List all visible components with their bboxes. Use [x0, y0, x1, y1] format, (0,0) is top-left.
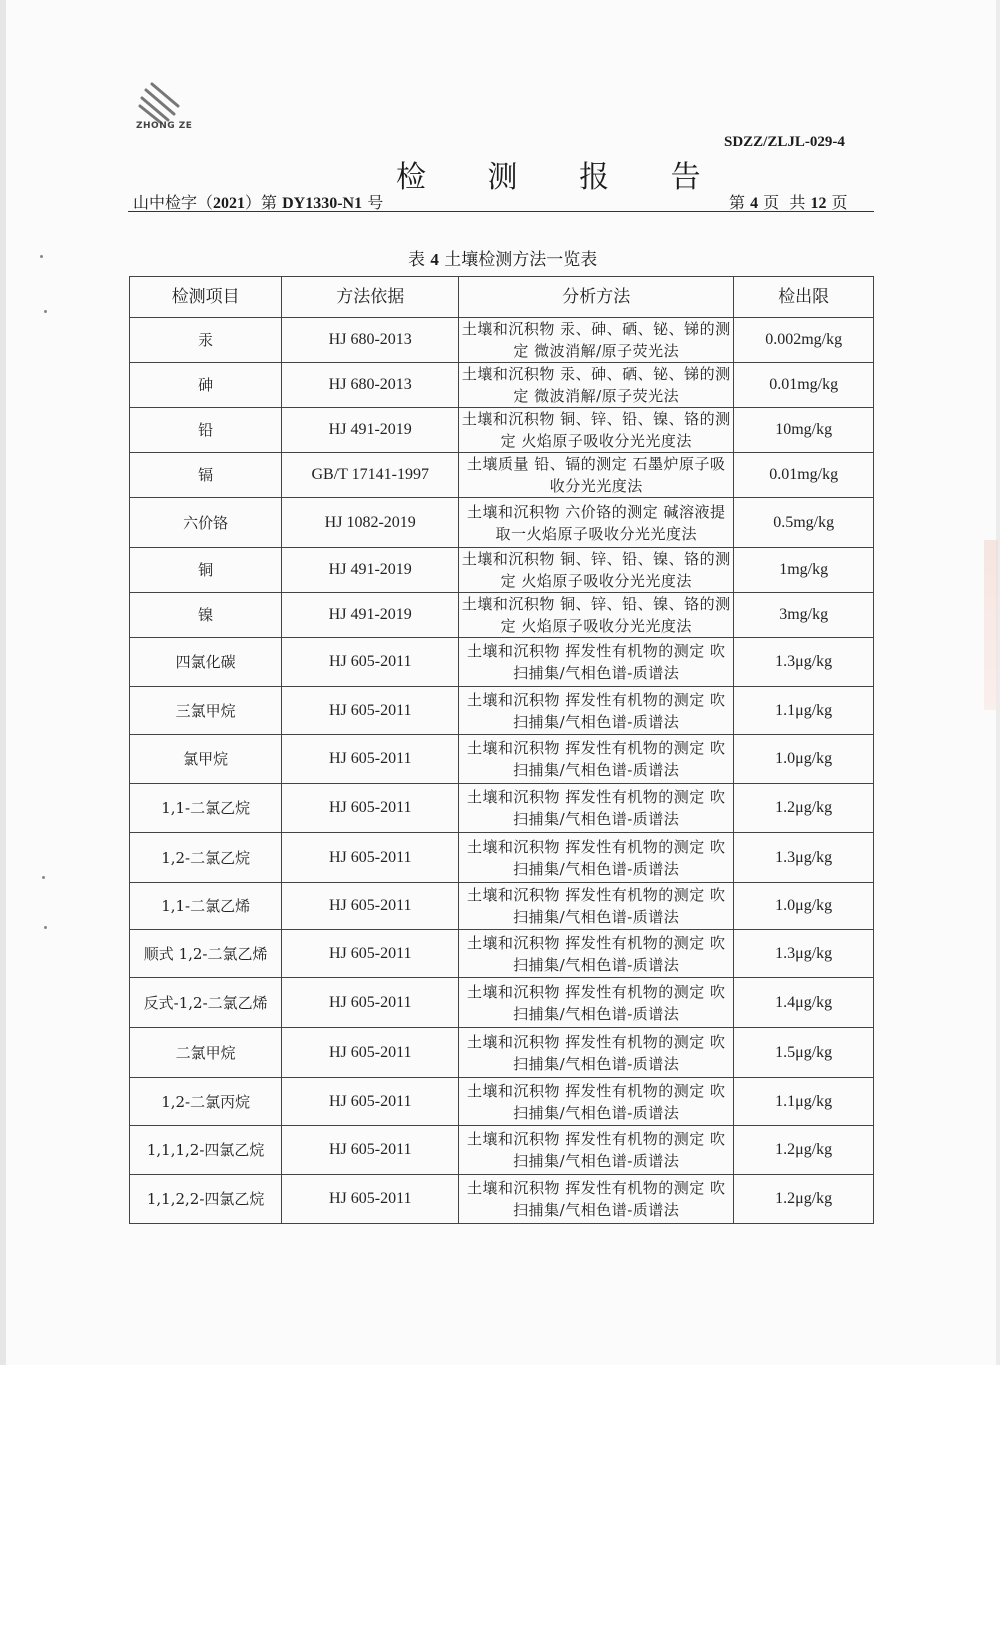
- table-header-row: [130, 277, 874, 318]
- cell-method: 土壤和沉积物 铜、锌、铅、镍、铬的测定 火焰原子吸收分光光度法: [459, 593, 734, 638]
- cell-item: 1,1-二氯乙烯: [130, 883, 282, 930]
- cell-standard: HJ 605-2011: [282, 1028, 459, 1078]
- table-row: [130, 548, 874, 593]
- column-header-standard: 方法依据: [282, 277, 459, 318]
- cell-item: 二氯甲烷: [130, 1028, 282, 1078]
- cell-standard: HJ 605-2011: [282, 1126, 459, 1175]
- report-number: [133, 190, 383, 213]
- cell-limit: 1.3μg/kg: [734, 930, 874, 978]
- page-suffix: 页: [826, 193, 848, 212]
- cell-standard: HJ 1082-2019: [282, 498, 459, 548]
- table-row: [130, 318, 874, 363]
- methods-table: [129, 276, 874, 1224]
- table-row: [130, 978, 874, 1028]
- cell-limit: 1.1μg/kg: [734, 1078, 874, 1126]
- page-prefix: 第: [729, 193, 751, 212]
- cell-standard: HJ 491-2019: [282, 593, 459, 638]
- cell-item: 铜: [130, 548, 282, 593]
- cell-standard: GB/T 17141-1997: [282, 453, 459, 498]
- cell-standard: HJ 605-2011: [282, 1175, 459, 1224]
- cell-standard: HJ 491-2019: [282, 408, 459, 453]
- cell-standard: HJ 605-2011: [282, 735, 459, 784]
- table-row: [130, 883, 874, 930]
- report-no-mid: ）第: [245, 193, 283, 212]
- report-no-code: DY1330-N1: [282, 195, 363, 212]
- cell-method: 土壤和沉积物 挥发性有机物的测定 吹扫捕集/气相色谱-质谱法: [459, 1175, 734, 1224]
- cell-method: 土壤和沉积物 挥发性有机物的测定 吹扫捕集/气相色谱-质谱法: [459, 784, 734, 833]
- scan-speck: [44, 310, 47, 313]
- table-row: [130, 1028, 874, 1078]
- cell-standard: HJ 605-2011: [282, 784, 459, 833]
- cell-method: 土壤和沉积物 挥发性有机物的测定 吹扫捕集/气相色谱-质谱法: [459, 833, 734, 883]
- cell-item: 1,1,2,2-四氯乙烷: [130, 1175, 282, 1224]
- cell-item: 1,2-二氯乙烷: [130, 833, 282, 883]
- cell-limit: 1.3μg/kg: [734, 638, 874, 687]
- report-title: 检 测 报 告: [396, 160, 727, 195]
- cell-method: 土壤和沉积物 挥发性有机物的测定 吹扫捕集/气相色谱-质谱法: [459, 687, 734, 735]
- page-info: [729, 190, 848, 213]
- table-row: [130, 1078, 874, 1126]
- cell-standard: HJ 491-2019: [282, 548, 459, 593]
- table-row: [130, 1126, 874, 1175]
- table-row: [130, 498, 874, 548]
- cell-method: 土壤和沉积物 挥发性有机物的测定 吹扫捕集/气相色谱-质谱法: [459, 930, 734, 978]
- seal-stamp-fragment: [984, 540, 998, 710]
- caption-number: 4: [430, 250, 439, 269]
- cell-standard: HJ 680-2013: [282, 318, 459, 363]
- table-row: [130, 735, 874, 784]
- cell-limit: 1.1μg/kg: [734, 687, 874, 735]
- table-body: [130, 318, 874, 1224]
- table-row: [130, 1175, 874, 1224]
- cell-standard: HJ 605-2011: [282, 883, 459, 930]
- caption-text: 土壤检测方法一览表: [438, 250, 598, 270]
- page-total: 12: [810, 195, 827, 212]
- cell-limit: 1.2μg/kg: [734, 1175, 874, 1224]
- table-caption: [408, 245, 597, 270]
- cell-method: 土壤和沉积物 挥发性有机物的测定 吹扫捕集/气相色谱-质谱法: [459, 1126, 734, 1175]
- report-no-suffix: 号: [362, 193, 384, 212]
- cell-method: 土壤和沉积物 挥发性有机物的测定 吹扫捕集/气相色谱-质谱法: [459, 1078, 734, 1126]
- cell-item: 1,1,1,2-四氯乙烷: [130, 1126, 282, 1175]
- cell-method: 土壤和沉积物 挥发性有机物的测定 吹扫捕集/气相色谱-质谱法: [459, 978, 734, 1028]
- cell-method: 土壤和沉积物 汞、砷、硒、铋、锑的测定 微波消解/原子荧光法: [459, 318, 734, 363]
- logo-text: ZHONG ZE: [136, 121, 193, 131]
- cell-item: 四氯化碳: [130, 638, 282, 687]
- table-row: [130, 638, 874, 687]
- table-row: [130, 593, 874, 638]
- report-year: 2021: [213, 195, 246, 212]
- cell-limit: 10mg/kg: [734, 408, 874, 453]
- document-code: SDZZ/ZLJL-029-4: [724, 134, 845, 150]
- cell-limit: 1.3μg/kg: [734, 833, 874, 883]
- page-mid: 页 共: [758, 193, 811, 212]
- cell-limit: 1.0μg/kg: [734, 735, 874, 784]
- cell-limit: 0.002mg/kg: [734, 318, 874, 363]
- cell-limit: 3mg/kg: [734, 593, 874, 638]
- cell-item: 镍: [130, 593, 282, 638]
- table-row: [130, 930, 874, 978]
- cell-standard: HJ 605-2011: [282, 1078, 459, 1126]
- cell-method: 土壤和沉积物 挥发性有机物的测定 吹扫捕集/气相色谱-质谱法: [459, 1028, 734, 1078]
- cell-limit: 1.0μg/kg: [734, 883, 874, 930]
- table-row: [130, 408, 874, 453]
- cell-item: 顺式 1,2-二氯乙烯: [130, 930, 282, 978]
- cell-standard: HJ 680-2013: [282, 363, 459, 408]
- cell-item: 1,1-二氯乙烷: [130, 784, 282, 833]
- cell-item: 六价铬: [130, 498, 282, 548]
- cell-limit: 0.01mg/kg: [734, 453, 874, 498]
- cell-item: 砷: [130, 363, 282, 408]
- page-current: 4: [750, 195, 759, 212]
- cell-method: 土壤质量 铅、镉的测定 石墨炉原子吸收分光光度法: [459, 453, 734, 498]
- cell-limit: 1.2μg/kg: [734, 784, 874, 833]
- table-row: [130, 363, 874, 408]
- cell-standard: HJ 605-2011: [282, 978, 459, 1028]
- cell-method: 土壤和沉积物 铜、锌、铅、镍、铬的测定 火焰原子吸收分光光度法: [459, 548, 734, 593]
- cell-limit: 0.5mg/kg: [734, 498, 874, 548]
- cell-limit: 1mg/kg: [734, 548, 874, 593]
- cell-standard: HJ 605-2011: [282, 638, 459, 687]
- table-row: [130, 453, 874, 498]
- scan-speck: [42, 876, 45, 879]
- cell-item: 三氯甲烷: [130, 687, 282, 735]
- header-divider: [128, 211, 874, 212]
- column-header-limit: 检出限: [734, 277, 874, 318]
- cell-method: 土壤和沉积物 汞、砷、硒、铋、锑的测定 微波消解/原子荧光法: [459, 363, 734, 408]
- cell-item: 反式-1,2-二氯乙烯: [130, 978, 282, 1028]
- column-header-item: 检测项目: [130, 277, 282, 318]
- cell-item: 汞: [130, 318, 282, 363]
- cell-limit: 1.2μg/kg: [734, 1126, 874, 1175]
- cell-standard: HJ 605-2011: [282, 833, 459, 883]
- cell-standard: HJ 605-2011: [282, 930, 459, 978]
- cell-method: 土壤和沉积物 挥发性有机物的测定 吹扫捕集/气相色谱-质谱法: [459, 735, 734, 784]
- cell-limit: 0.01mg/kg: [734, 363, 874, 408]
- cell-item: 氯甲烷: [130, 735, 282, 784]
- cell-item: 铅: [130, 408, 282, 453]
- cell-method: 土壤和沉积物 挥发性有机物的测定 吹扫捕集/气相色谱-质谱法: [459, 638, 734, 687]
- caption-prefix: 表: [408, 250, 431, 270]
- cell-method: 土壤和沉积物 铜、锌、铅、镍、铬的测定 火焰原子吸收分光光度法: [459, 408, 734, 453]
- cell-limit: 1.4μg/kg: [734, 978, 874, 1028]
- cell-limit: 1.5μg/kg: [734, 1028, 874, 1078]
- cell-standard: HJ 605-2011: [282, 687, 459, 735]
- table-row: [130, 687, 874, 735]
- table-row: [130, 833, 874, 883]
- column-header-method: 分析方法: [459, 277, 734, 318]
- scan-speck: [44, 926, 47, 929]
- cell-method: 土壤和沉积物 挥发性有机物的测定 吹扫捕集/气相色谱-质谱法: [459, 883, 734, 930]
- scan-speck: [40, 255, 43, 258]
- cell-item: 1,2-二氯丙烷: [130, 1078, 282, 1126]
- cell-item: 镉: [130, 453, 282, 498]
- cell-method: 土壤和沉积物 六价铬的测定 碱溶液提取一火焰原子吸收分光光度法: [459, 498, 734, 548]
- report-no-prefix: 山中检字（: [133, 193, 214, 212]
- table-row: [130, 784, 874, 833]
